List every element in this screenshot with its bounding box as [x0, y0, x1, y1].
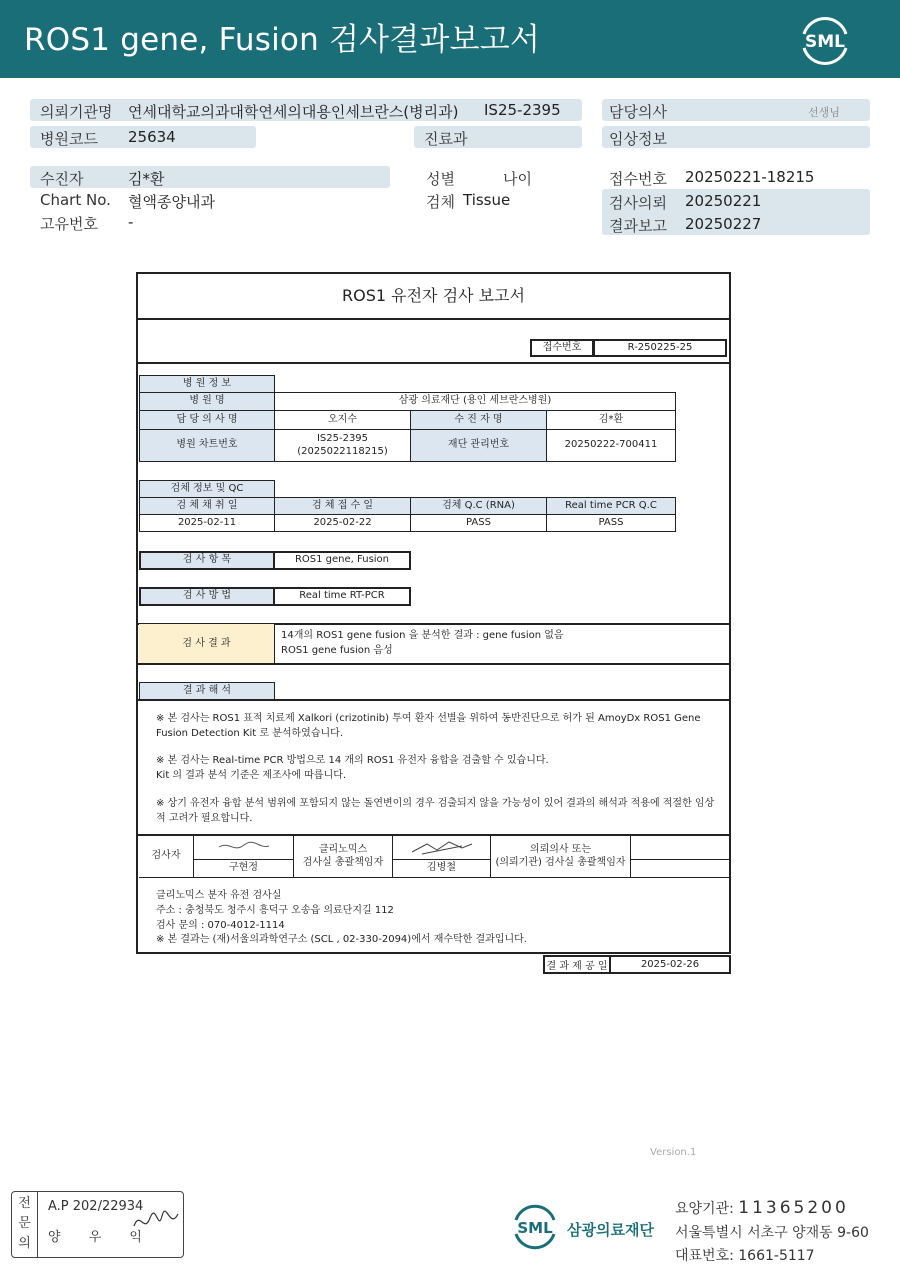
- mgmt-no-value: 20250222-700411: [546, 429, 676, 462]
- hospital-name-value: 삼광 의료재단 (용인 세브란스병원): [274, 392, 676, 411]
- tester-name: 구현정: [193, 859, 294, 878]
- doctor-suffix: 선생님: [808, 106, 840, 119]
- tester-label: 검사자: [139, 835, 194, 878]
- stamp-char-1: 전: [18, 1196, 31, 1211]
- issue-date-value: 2025-02-26: [609, 955, 731, 974]
- receipt-no-label: 접수번호: [530, 339, 594, 357]
- department-label: 진료과: [424, 130, 468, 148]
- mgmt-no-label: 재단 관리번호: [410, 429, 547, 462]
- interpretation-1b: Fusion Detection Kit 로 분석하였습니다.: [156, 728, 343, 739]
- hospital-section-label: 병 원 정 보: [139, 375, 275, 393]
- requesting-doctor-signature: [630, 835, 729, 860]
- footer-phone: [675, 1245, 815, 1265]
- qc-section-label: 검체 정보 및 QC: [139, 480, 275, 498]
- interpretation-3b: 적 고려가 필요합니다.: [156, 813, 253, 824]
- requesting-doctor-name: [630, 859, 729, 878]
- interpretation-3a: ※ 상기 유전자 융합 분석 범위에 포함되지 않는 돌연변이의 경우 검출되지 않을 가능성이 있어 결과의 해석과 적용에 적절한 임상: [156, 798, 715, 809]
- qc-value-collect: 2025-02-11: [139, 514, 275, 532]
- interpretation-1a: ※ 본 검사는 ROS1 표적 치료제 Xalkori (crizotinib) 투여 환자 선별을 위하여 동반진단으로 허가 된 AmoyDx ROS1 Gene: [156, 713, 701, 724]
- interpretation-label: 결 과 해 석: [139, 682, 275, 700]
- stamp-names: 양 우 익: [48, 1230, 154, 1245]
- receipt-no-value: R-250225-25: [593, 339, 727, 357]
- report-title: ROS1 gene, Fusion 검사결과보고서: [24, 22, 541, 58]
- institution-code: IS25-2395: [484, 101, 561, 119]
- specialist-signature-icon: [130, 1204, 182, 1240]
- footer-address: 서울특별시 서초구 양재동 9-60: [675, 1225, 869, 1241]
- requesting-doctor-label: [490, 835, 631, 878]
- test-method-value: Real time RT-PCR: [273, 587, 411, 606]
- stamp-ap-number: A.P 202/22934: [48, 1199, 144, 1214]
- stamp-char-3: 의: [18, 1236, 31, 1251]
- sex-label: 성별: [426, 170, 455, 188]
- test-result-line-2: ROS1 gene fusion 음성: [281, 645, 393, 656]
- hospital-code-label: 병원코드: [40, 130, 98, 148]
- svg-text:SML: SML: [805, 32, 845, 52]
- requesting-doctor-label-2: (의뢰기관) 검사실 총괄책임자: [495, 856, 626, 868]
- patient-bar: [30, 166, 390, 188]
- specialist-stamp: [11, 1191, 184, 1258]
- unique-value: -: [128, 213, 134, 231]
- version-label: Version.1: [650, 1147, 697, 1158]
- sml-logo-icon: [796, 12, 854, 68]
- chart-no-value-2: (2025022118215): [297, 445, 388, 457]
- receipt-label: 접수번호: [609, 170, 667, 188]
- chart-value: 혈액종양내과: [128, 193, 215, 211]
- divider: [138, 362, 729, 364]
- inner-report-title: ROS1 유전자 검사 보고서: [138, 274, 729, 320]
- result-report-label: 결과보고: [609, 217, 667, 235]
- qc-header-pcr: Real time PCR Q.C: [546, 497, 676, 515]
- lab-name: 클리노믹스 분자 유전 검사실: [156, 890, 282, 901]
- interpretation-2a: ※ 본 검사는 Real-time PCR 방법으로 14 개의 ROS1 유전자 융합을 검출할 수 있습니다.: [156, 755, 549, 766]
- receipt-value: 20250221-18215: [685, 168, 815, 186]
- test-result-label: 검 사 결 과: [139, 624, 275, 664]
- footer-org-name: 삼광의료재단: [567, 1221, 654, 1239]
- chart-no-value: [274, 429, 411, 462]
- patient-name-label: 수 진 자 명: [410, 410, 547, 430]
- age-label: 나이: [503, 170, 532, 188]
- institution-label: 의뢰기관명: [40, 103, 113, 121]
- care-label: 요양기관:: [675, 1201, 739, 1217]
- result-report-value: 20250227: [685, 215, 762, 233]
- lab-note: ※ 본 결과는 (재)서울의과학연구소 (SCL , 02-330-2094)에서 재수탁한 결과입니다.: [156, 934, 527, 945]
- doctor-label: 담당의사: [609, 103, 667, 121]
- test-item-label: 검 사 항 목: [139, 551, 275, 570]
- footer-sml-logo-icon: [510, 1200, 560, 1254]
- test-method-label: 검 사 방 법: [139, 587, 275, 606]
- unique-label: 고유번호: [40, 215, 98, 233]
- test-result-line-1: 14개의 ROS1 gene fusion 을 분석한 결과 : gene fusion 없음: [281, 630, 564, 641]
- lab-head-label-1: 클리노믹스: [318, 844, 368, 855]
- divider: [138, 699, 729, 701]
- qc-header-receive: 검 체 접 수 일: [274, 497, 411, 515]
- care-institution: [675, 1198, 849, 1218]
- qc-header-collect: 검 체 채 취 일: [139, 497, 275, 515]
- lab-phone: 검사 문의 : 070-4012-1114: [156, 920, 285, 931]
- institution-value: 연세대학교의과대학연세의대용인세브란스(병리과): [128, 103, 459, 121]
- report-header: [0, 0, 900, 78]
- issue-date-label: 결 과 제 공 일: [543, 955, 611, 974]
- doctor-name-value: 오지수: [274, 410, 411, 430]
- test-item-value: ROS1 gene, Fusion: [273, 551, 411, 570]
- patient-value: 김*환: [128, 170, 165, 188]
- inner-report: [136, 272, 731, 954]
- specimen-value: Tissue: [463, 191, 511, 209]
- care-value: 11365200: [738, 1198, 849, 1218]
- lab-head-label-2: 검사실 총괄책임자: [302, 856, 384, 868]
- qc-value-receive: 2025-02-22: [274, 514, 411, 532]
- request-label: 검사의뢰: [609, 194, 667, 212]
- qc-header-rna: 검체 Q.C (RNA): [410, 497, 547, 515]
- clinical-label: 임상정보: [609, 130, 667, 148]
- chart-no-value-1: IS25-2395: [316, 433, 369, 444]
- chart-label: Chart No.: [40, 191, 111, 209]
- qc-value-pcr: PASS: [546, 514, 676, 532]
- chart-no-label: 병원 차트번호: [139, 429, 275, 462]
- lab-address: 주소 : 충청북도 청주시 흥덕구 오송읍 의료단지길 112: [156, 905, 394, 916]
- request-value: 20250221: [685, 192, 762, 210]
- hospital-name-label: 병 원 명: [139, 392, 275, 411]
- patient-name-value: 김*환: [546, 410, 676, 430]
- patient-label: 수진자: [40, 170, 84, 188]
- lab-head-name: 김병철: [392, 859, 491, 878]
- tester-signature-icon: [214, 839, 274, 857]
- interpretation-2b: Kit 의 결과 분석 기준은 제조사에 따릅니다.: [156, 770, 347, 781]
- phone-label: 대표번호:: [675, 1248, 739, 1264]
- lab-head-signature: [392, 835, 491, 860]
- specimen-label: 검체: [426, 193, 455, 211]
- requesting-doctor-label-1: 의뢰의사 또는: [529, 844, 592, 855]
- lab-head-label: [293, 835, 393, 878]
- stamp-char-2: 문: [18, 1216, 31, 1231]
- qc-value-rna: PASS: [410, 514, 547, 532]
- lab-head-signature-icon: [407, 838, 477, 858]
- phone-value: 1661-5117: [738, 1248, 815, 1264]
- divider: [138, 663, 729, 665]
- svg-text:SML: SML: [517, 1219, 553, 1237]
- tester-signature: [193, 835, 294, 860]
- stamp-title: [12, 1192, 38, 1257]
- doctor-name-label: 담 당 의 사 명: [139, 410, 275, 430]
- hospital-code-value: 25634: [128, 128, 176, 146]
